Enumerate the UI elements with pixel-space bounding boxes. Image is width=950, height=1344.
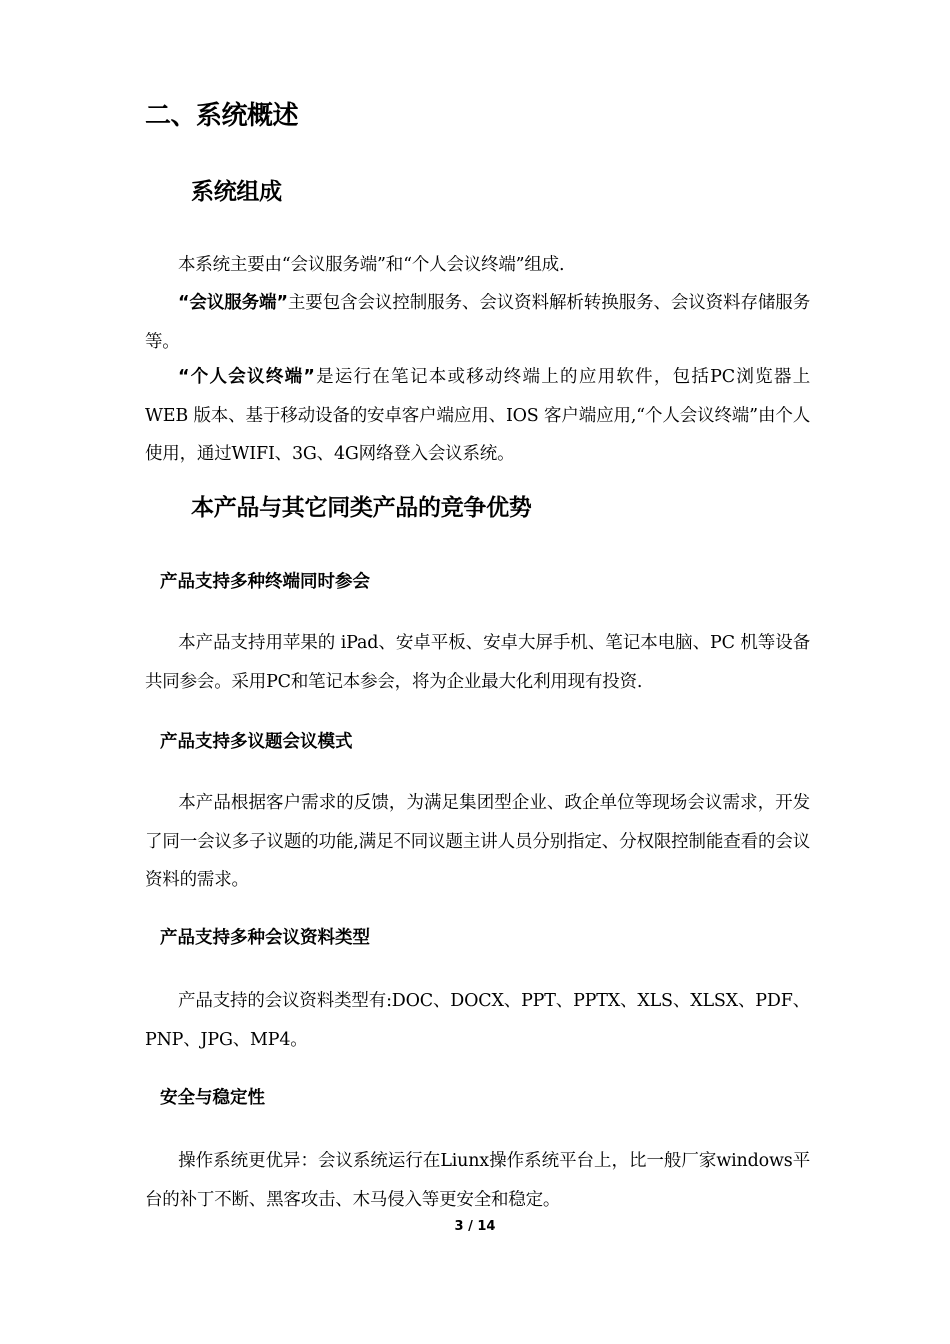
advantage-paragraph: 产品支持的会议资料类型有:DOC、DOCX、PPT、PPTX、XLS、XLSX、PDF、PNP、JPG、MP4。 <box>145 991 810 1050</box>
advantage-heading: 产品支持多议题会议模式 <box>160 732 353 752</box>
subsection-title-composition: 系统组成 <box>191 179 282 205</box>
section-title: 二、系统概述 <box>145 101 299 131</box>
paragraph-server: “会议服务端”主要包含会议控制服务、会议资料解析转换服务、会议资料存储服务等。 <box>145 293 811 352</box>
subsection-title-advantages: 本产品与其它同类产品的竞争优势 <box>191 495 532 521</box>
advantage-heading: 安全与稳定性 <box>160 1088 265 1108</box>
term-terminal: “个人会议终端” <box>178 367 315 387</box>
paragraph-composition-intro: 本系统主要由“会议服务端”和“个人会议终端”组成. <box>178 255 565 275</box>
advantage-paragraph: 本产品根据客户需求的反馈，为满足集团型企业、政企单位等现场会议需求，开发了同一会议多子议题的功能,满足不同议题主讲人员分别指定、分权限控制能查看的会议资料的需求。 <box>145 793 810 890</box>
advantage-heading: 产品支持多种会议资料类型 <box>160 928 370 948</box>
advantage-paragraph: 操作系统更优异：会议系统运行在Liunx操作系统平台上，比一般厂家windows平台的补丁不断、黑客攻击、木马侵入等更安全和稳定。 <box>145 1151 810 1210</box>
advantage-heading: 产品支持多种终端同时参会 <box>160 572 370 592</box>
page-number: 3 / 14 <box>454 1219 496 1234</box>
paragraph-terminal: “个人会议终端”是运行在笔记本或移动终端上的应用软件，包括PC浏览器上 WEB 版本、基于移动设备的安卓客户端应用、IOS 客户端应用,“个人会议终端”由个人使用，通过WIFI、3G、4G网络登入会议系统。 <box>145 367 810 464</box>
advantage-paragraph: 本产品支持用苹果的 iPad、安卓平板、安卓大屏手机、笔记本电脑、PC 机等设备共同参会。采用PC和笔记本参会，将为企业最大化利用现有投资. <box>145 633 810 692</box>
term-server: “会议服务端” <box>178 293 288 313</box>
